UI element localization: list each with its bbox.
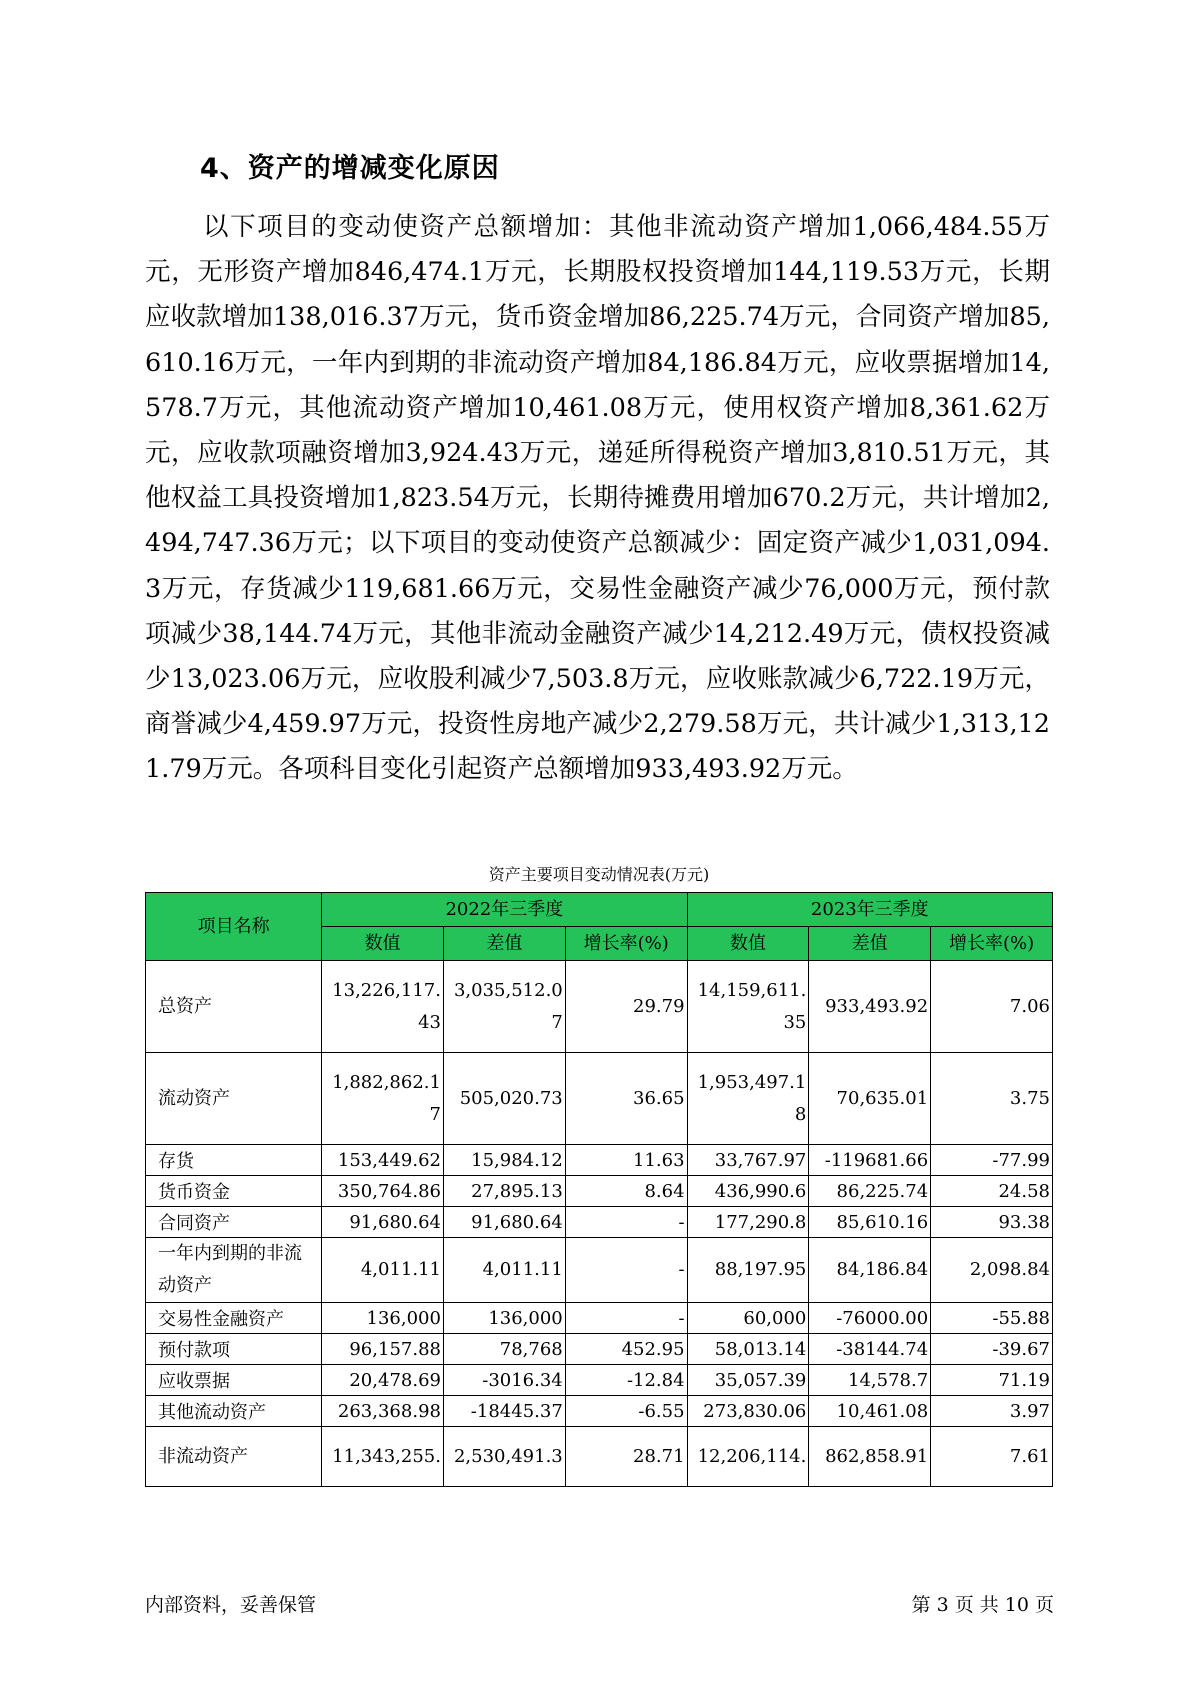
diff-2022-cell: 505,020.73 xyxy=(443,1053,565,1145)
table-row xyxy=(146,1053,1053,1145)
diff-2023-cell: -38144.74 xyxy=(809,1334,931,1365)
item-name-cell: 一年内到期的非流动资产 xyxy=(146,1238,322,1303)
value-2023-cell: 58,013.14 xyxy=(687,1334,809,1365)
diff-2023-cell: -119681.66 xyxy=(809,1145,931,1176)
value-2023-cell: 1,953,497.18 xyxy=(687,1053,809,1145)
growth-2022-cell: 8.64 xyxy=(565,1176,687,1207)
value-2023-cell: 14,159,611.35 xyxy=(687,961,809,1053)
growth-2023-cell: -77.99 xyxy=(931,1145,1053,1176)
growth-2022-cell: - xyxy=(565,1238,687,1303)
footer-page-number: 第 3 页 共 10 页 xyxy=(911,1594,1054,1616)
diff-2023-cell: 10,461.08 xyxy=(809,1396,931,1427)
item-name-cell: 合同资产 xyxy=(146,1207,322,1238)
value-2023-cell: 273,830.06 xyxy=(687,1396,809,1427)
diff-2023-cell: 14,578.7 xyxy=(809,1365,931,1396)
growth-2022-cell: 28.71 xyxy=(565,1427,687,1487)
item-name-cell: 交易性金融资产 xyxy=(146,1303,322,1334)
item-name-cell: 总资产 xyxy=(146,961,322,1053)
value-2022-cell: 91,680.64 xyxy=(322,1207,444,1238)
value-2022-cell: 136,000 xyxy=(322,1303,444,1334)
table-row xyxy=(146,1207,1053,1238)
diff-2022-cell: 27,895.13 xyxy=(443,1176,565,1207)
growth-2022-cell: -12.84 xyxy=(565,1365,687,1396)
growth-2023-cell: -55.88 xyxy=(931,1303,1053,1334)
table-row xyxy=(146,1145,1053,1176)
value-2022-cell: 1,882,862.17 xyxy=(322,1053,444,1145)
diff-2023-cell: 933,493.92 xyxy=(809,961,931,1053)
diff-2022-cell: -18445.37 xyxy=(443,1396,565,1427)
item-name-cell: 货币资金 xyxy=(146,1176,322,1207)
value-2023-cell: 177,290.8 xyxy=(687,1207,809,1238)
section-heading: 4、资产的增减变化原因 xyxy=(200,153,500,184)
value-2022-cell: 350,764.86 xyxy=(322,1176,444,1207)
asset-change-table xyxy=(145,892,1053,1487)
table-row xyxy=(146,1238,1053,1303)
diff-2022-cell: 91,680.64 xyxy=(443,1207,565,1238)
diff-2022-cell: 15,984.12 xyxy=(443,1145,565,1176)
growth-2022-cell: -6.55 xyxy=(565,1396,687,1427)
item-name-cell: 预付款项 xyxy=(146,1334,322,1365)
header-item-name: 项目名称 xyxy=(146,893,322,961)
table-row xyxy=(146,1427,1053,1487)
table-row xyxy=(146,1365,1053,1396)
growth-2022-cell: - xyxy=(565,1207,687,1238)
header-diff: 差值 xyxy=(809,927,931,961)
table-row xyxy=(146,961,1053,1053)
growth-2022-cell: 452.95 xyxy=(565,1334,687,1365)
growth-2023-cell: 71.19 xyxy=(931,1365,1053,1396)
diff-2022-cell: -3016.34 xyxy=(443,1365,565,1396)
diff-2023-cell: -76000.00 xyxy=(809,1303,931,1334)
growth-2022-cell: 36.65 xyxy=(565,1053,687,1145)
item-name-cell: 非流动资产 xyxy=(146,1427,322,1487)
table-row xyxy=(146,1396,1053,1427)
growth-2023-cell: 3.75 xyxy=(931,1053,1053,1145)
diff-2022-cell: 2,530,491.3 xyxy=(443,1427,565,1487)
value-2023-cell: 88,197.95 xyxy=(687,1238,809,1303)
growth-2023-cell: -39.67 xyxy=(931,1334,1053,1365)
diff-2023-cell: 70,635.01 xyxy=(809,1053,931,1145)
table-row xyxy=(146,1303,1053,1334)
footer-confidential: 内部资料，妥善保管 xyxy=(145,1594,317,1616)
header-period-2023: 2023年三季度 xyxy=(687,893,1052,927)
value-2023-cell: 12,206,114. xyxy=(687,1427,809,1487)
item-name-cell: 流动资产 xyxy=(146,1053,322,1145)
value-2023-cell: 436,990.6 xyxy=(687,1176,809,1207)
value-2022-cell: 263,368.98 xyxy=(322,1396,444,1427)
value-2022-cell: 13,226,117.43 xyxy=(322,961,444,1053)
header-growth: 增长率(%) xyxy=(565,927,687,961)
item-name-cell: 存货 xyxy=(146,1145,322,1176)
header-value: 数值 xyxy=(687,927,809,961)
value-2023-cell: 35,057.39 xyxy=(687,1365,809,1396)
value-2022-cell: 153,449.62 xyxy=(322,1145,444,1176)
item-name-cell: 应收票据 xyxy=(146,1365,322,1396)
diff-2022-cell: 3,035,512.07 xyxy=(443,961,565,1053)
growth-2022-cell: - xyxy=(565,1303,687,1334)
item-name-cell: 其他流动资产 xyxy=(146,1396,322,1427)
diff-2022-cell: 4,011.11 xyxy=(443,1238,565,1303)
diff-2022-cell: 78,768 xyxy=(443,1334,565,1365)
growth-2022-cell: 11.63 xyxy=(565,1145,687,1176)
header-growth: 增长率(%) xyxy=(931,927,1053,961)
diff-2023-cell: 86,225.74 xyxy=(809,1176,931,1207)
table-row xyxy=(146,1176,1053,1207)
header-period-2022: 2022年三季度 xyxy=(322,893,687,927)
body-paragraph: 以下项目的变动使资产总额增加：其他非流动资产增加1,066,484.55万元，无形资产增加846,474.1万元，长期股权投资增加144,119.53万元，长期应收款增加138,016.37万元，货币资金增加86,225.74万元，合同资产增加85,610.16万元，一年内到期的非流动资产增加84,186.84万元，应收票据增加14,578.7万元，其他流动资产增加10,461.08万元，使用权资产增加8,361.62万元，应收款项融资增加3,924.43万元，递延所得税资产增加3,810.51万元，其他权益工具投资增加1,823.54万元，长期待摊费用增加670.2万元，共计增加2,494,747.36万元；以下项目的变动使资产总额减少：固定资产减少1,031,094.3万元，存货减少119,681.66万元，交易性金融资产减少76,000万元，预付款项减少38,144.74万元，其他非流动金融资产减少14,212.49万元，债权投资减少13,023.06万元，应收股利减少7,503.8万元，应收账款减少6,722.19万元，商誉减少4,459.97万元，投资性房地产减少2,279.58万元，共计减少1,313,121.79万元。各项科目变化引起资产总额增加933,493.92万元。 xyxy=(145,212,1050,785)
value-2022-cell: 11,343,255. xyxy=(322,1427,444,1487)
growth-2023-cell: 24.58 xyxy=(931,1176,1053,1207)
growth-2023-cell: 3.97 xyxy=(931,1396,1053,1427)
diff-2023-cell: 85,610.16 xyxy=(809,1207,931,1238)
diff-2022-cell: 136,000 xyxy=(443,1303,565,1334)
growth-2023-cell: 7.61 xyxy=(931,1427,1053,1487)
table-row xyxy=(146,1334,1053,1365)
growth-2022-cell: 29.79 xyxy=(565,961,687,1053)
diff-2023-cell: 862,858.91 xyxy=(809,1427,931,1487)
value-2022-cell: 4,011.11 xyxy=(322,1238,444,1303)
growth-2023-cell: 93.38 xyxy=(931,1207,1053,1238)
diff-2023-cell: 84,186.84 xyxy=(809,1238,931,1303)
header-diff: 差值 xyxy=(443,927,565,961)
header-value: 数值 xyxy=(322,927,444,961)
growth-2023-cell: 2,098.84 xyxy=(931,1238,1053,1303)
value-2022-cell: 20,478.69 xyxy=(322,1365,444,1396)
value-2023-cell: 33,767.97 xyxy=(687,1145,809,1176)
table-caption: 资产主要项目变动情况表(万元) xyxy=(488,865,710,884)
growth-2023-cell: 7.06 xyxy=(931,961,1053,1053)
value-2023-cell: 60,000 xyxy=(687,1303,809,1334)
value-2022-cell: 96,157.88 xyxy=(322,1334,444,1365)
